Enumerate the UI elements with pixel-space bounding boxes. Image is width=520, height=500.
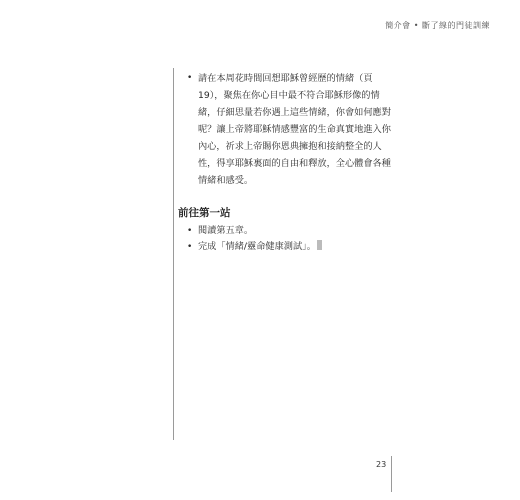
page-content xyxy=(178,70,393,255)
bullet-icon: • xyxy=(187,226,193,236)
list-item xyxy=(178,223,393,239)
page-number: 23 xyxy=(376,460,387,469)
bullet-text: 完成「情緒/靈命健康測試」。 xyxy=(198,241,316,252)
margin-rule-left xyxy=(173,68,174,440)
section-heading: 前往第一站 xyxy=(178,207,231,219)
list-item xyxy=(178,239,393,255)
bullet-text: 閱讀第五章。 xyxy=(198,225,254,236)
list-item xyxy=(178,70,393,189)
bullet-icon: • xyxy=(187,242,193,252)
bullet-text: 請在本周花時間回想耶穌曾經歷的情緒（頁19），聚焦在你心目中最不符合耶穌形像的情緒，仔細思量若你遇上這些情緒，你會如何應對呢？讓上帝將耶穌情感豐富的生命真實地進入你內心，祈求上帝賜你恩典擁抱和接納整全的人性，得享耶穌裏面的自由和釋放，全心體會各種情緒和感受。 xyxy=(198,73,391,186)
running-header: 簡介會 • 斷了線的門徒訓練 xyxy=(385,21,490,30)
section-list xyxy=(178,223,393,255)
margin-rule-right xyxy=(391,456,392,492)
bullet-icon: • xyxy=(187,73,193,83)
text-cursor xyxy=(317,240,322,250)
